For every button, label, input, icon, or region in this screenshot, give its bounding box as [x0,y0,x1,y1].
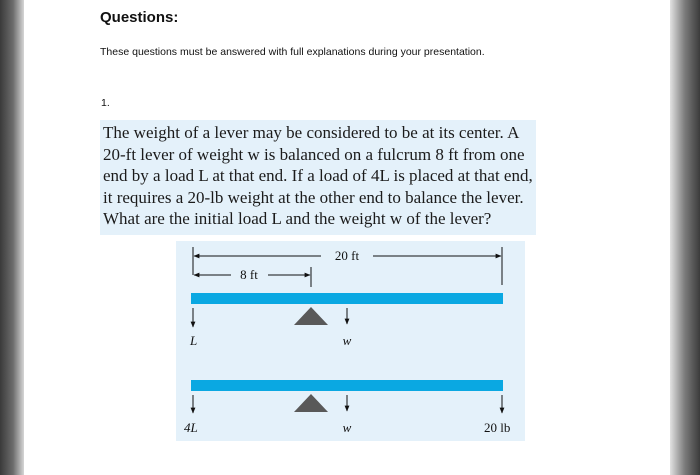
bottom-lever-bar [191,380,503,391]
problem-line: it requires a 20-lb weight at the other end to balance the lever. [103,187,524,207]
page-heading: Questions: [100,9,179,26]
right-page-edge [670,0,700,475]
bottom-label-4L: 4L [184,420,198,435]
top-lever-bar [191,293,503,304]
bottom-fulcrum [294,394,328,412]
label-8ft: 8 ft [240,267,258,282]
instructions-text: These questions must be answered with full explanations during your presentation. [100,46,485,58]
problem-line: 20-ft lever of weight w is balanced on a fulcrum 8 ft from one [103,144,525,164]
lever-diagram [176,241,525,441]
problem-line: end by a load L at that end. If a load of 4L is placed at that end, [103,166,533,185]
bottom-label-w: w [342,420,352,435]
problem-line: What are the initial load L and the weight w of the lever? [103,209,492,228]
top-fulcrum [294,307,328,325]
bottom-label-20lb: 20 lb [484,420,511,435]
problem-line: The weight of a lever may be considered to be at its center. A [103,123,520,142]
lever-diagram-svg [176,241,525,441]
top-label-L: L [190,333,198,348]
question-number: 1. [101,97,110,109]
label-20ft: 20 ft [334,248,360,263]
top-label-w: w [342,333,352,348]
problem-text [103,122,533,230]
problem-statement [100,120,536,235]
left-page-edge [0,0,24,475]
